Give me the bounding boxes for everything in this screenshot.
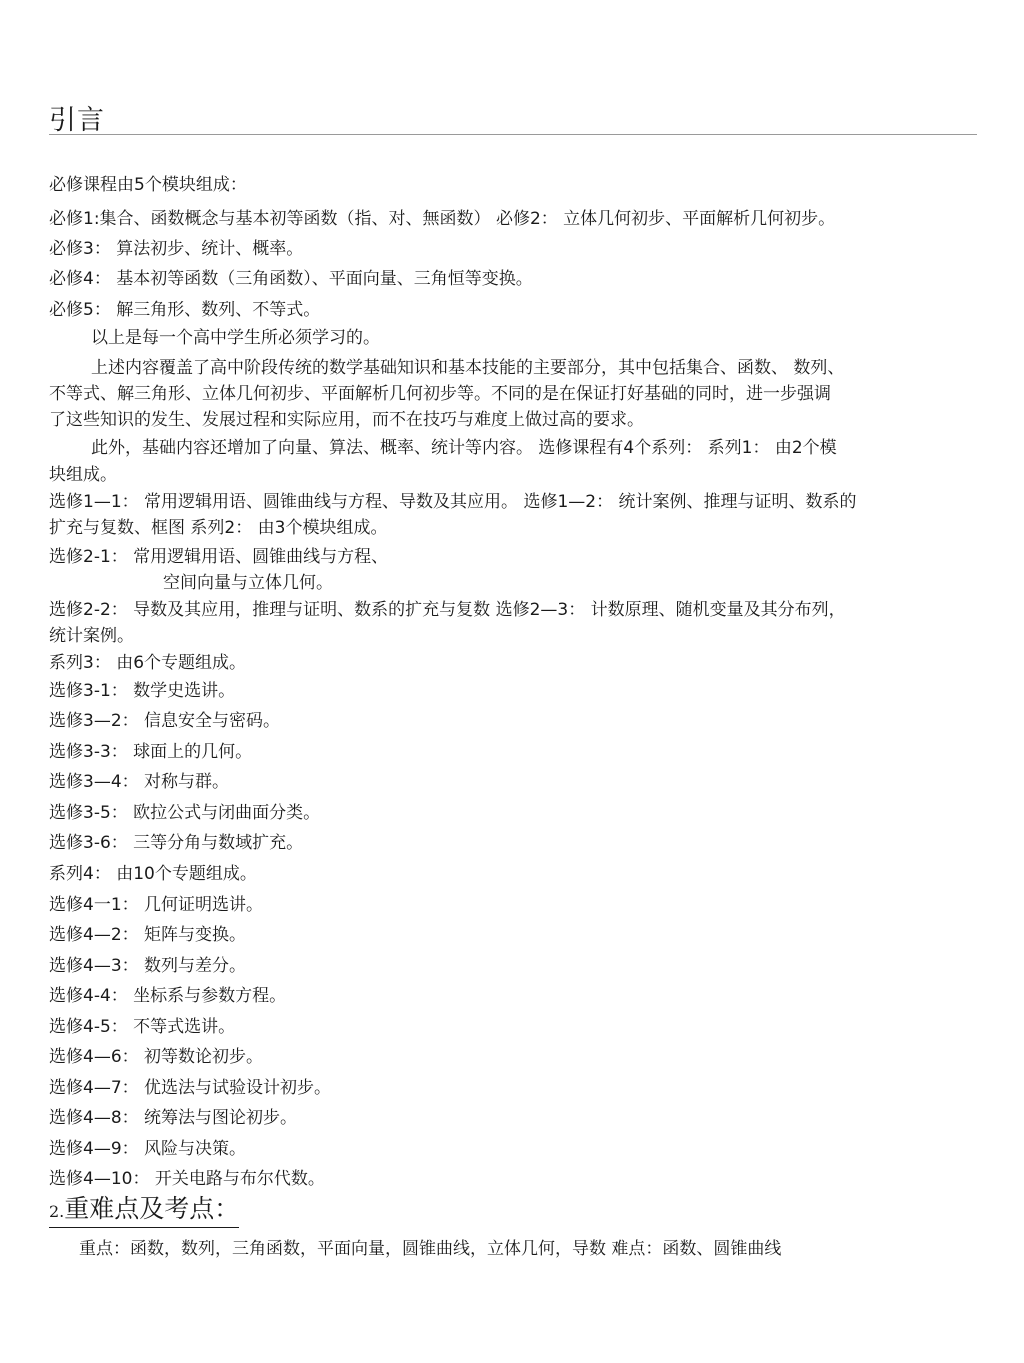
text-line: 必修课程由5个模块组成：	[49, 175, 247, 195]
text-line: 系列4： 由10个专题组成。	[49, 864, 257, 884]
text-line: 选修4—10： 开关电路与布尔代数。	[49, 1169, 325, 1189]
section-title: 重难点及考点：	[64, 1194, 240, 1223]
page-heading: 引言	[49, 105, 105, 136]
text-line: 选修3—4： 对称与群。	[49, 772, 230, 792]
text-line: 必修1:集合、函数概念与基本初等函数（指、对、無函数） 必修2： 立体几何初步、平面解析几何初步。	[49, 209, 836, 229]
section-number: 2.	[49, 1202, 65, 1221]
text-line: 选修1—1： 常用逻辑用语、圆锥曲线与方程、导数及其应用。 选修1—2： 统计案例、推理与证明、数系的	[49, 492, 857, 512]
heading-rule	[49, 134, 977, 135]
text-line: 此外，基础内容还增加了向量、算法、概率、统计等内容。 选修课程有4个系列： 系列1： 由2个模	[91, 438, 837, 458]
text-line: 选修4—7： 优选法与试验设计初步。	[49, 1078, 332, 1098]
text-line: 选修3-5： 欧拉公式与闭曲面分类。	[49, 803, 321, 823]
text-line: 选修4-4： 坐标系与参数方程。	[49, 986, 287, 1006]
text-line: 选修4—6： 初等数论初步。	[49, 1047, 264, 1067]
section-heading	[49, 1194, 239, 1228]
text-line: 块组成。	[49, 465, 117, 485]
text-line: 选修3—2： 信息安全与密码。	[49, 711, 281, 731]
text-line: 选修3-1： 数学史选讲。	[49, 681, 236, 701]
text-line: 选修4—8： 统筹法与图论初步。	[49, 1108, 298, 1128]
text-line: 必修3： 算法初步、统计、概率。	[49, 239, 304, 259]
text-line: 选修2-1： 常用逻辑用语、圆锥曲线与方程、	[49, 547, 389, 567]
text-line: 不等式、解三角形、立体几何初步、平面解析几何初步等。不同的是在保证打好基础的同时，进一步强调	[49, 384, 831, 404]
text-line: 系列3： 由6个专题组成。	[49, 653, 247, 673]
text-line: 统计案例。	[49, 626, 134, 646]
text-line: 了这些知识的发生、发展过程和实际应用，而不在技巧与难度上做过高的要求。	[49, 410, 644, 430]
text-line: 选修4—3： 数列与差分。	[49, 956, 247, 976]
text-line: 选修3-3： 球面上的几何。	[49, 742, 253, 762]
text-line: 以上是每一个高中学生所必须学习的。	[91, 328, 380, 348]
text-line: 选修4—2： 矩阵与变换。	[49, 925, 247, 945]
text-line: 必修4： 基本初等函数（三角函数）、平面向量、三角恒等变换。	[49, 269, 533, 289]
text-line: 选修4一1： 几何证明选讲。	[49, 895, 264, 915]
text-line: 选修4—9： 风险与决策。	[49, 1139, 247, 1159]
text-line: 选修4-5： 不等式选讲。	[49, 1017, 236, 1037]
text-line: 必修5： 解三角形、数列、不等式。	[49, 300, 321, 320]
text-line: 扩充与复数、框图 系列2： 由3个模块组成。	[49, 518, 388, 538]
text-line: 选修3-6： 三等分角与数域扩充。	[49, 833, 304, 853]
text-line: 选修2-2： 导数及其应用，推理与证明、数系的扩充与复数 选修2—3： 计数原理、随机变量及其分布列，	[49, 600, 846, 620]
text-line: 重点：函数，数列，三角函数，平面向量，圆锥曲线，立体几何，导数 难点：函数、圆锥曲线	[79, 1239, 782, 1259]
text-line: 空间向量与立体几何。	[163, 573, 333, 593]
text-line: 上述内容覆盖了高中阶段传统的数学基础知识和基本技能的主要部分，其中包括集合、函数、 数列、	[91, 358, 845, 378]
